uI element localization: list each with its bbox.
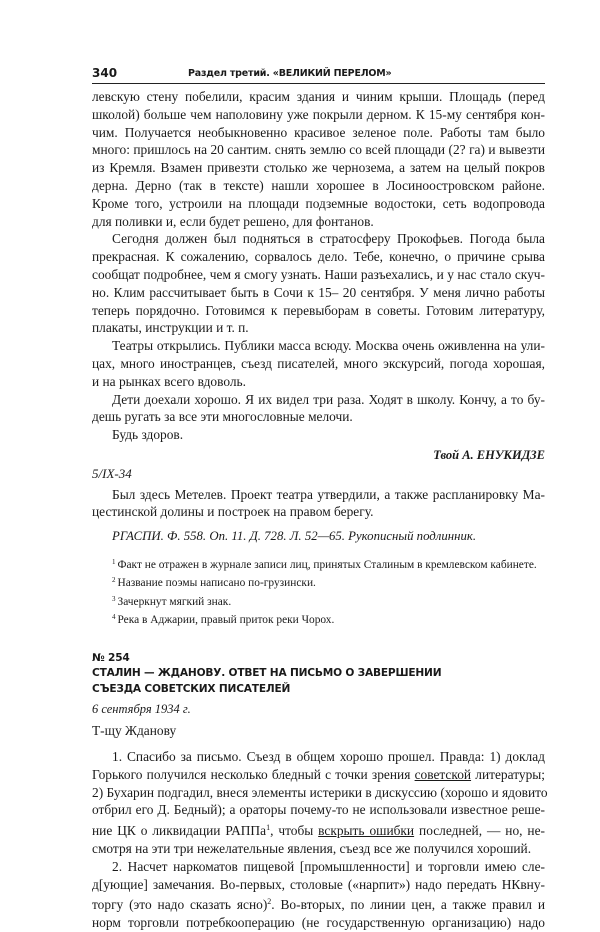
page-number: 340 [92,66,118,80]
footnote-mark: 4 [112,613,116,622]
book-page [92,66,548,932]
footnote-text: Факт не отражен в журнале записи лиц, принятых Сталиным в кремлевском кабинете. [117,558,537,571]
archive-reference: РГАСПИ. Ф. 558. Оп. 11. Д. 728. Л. 52—65. Рукописный подлинник. [112,529,477,544]
text-line: дешь ругать за все эти многословные мелочи. [92,409,353,425]
footnote-text: Зачеркнут мягкий знак. [117,595,232,608]
text-line: Дети доехали хорошо. Я их видел три раза. Ходят в школу. Кончу, а то бу- [112,391,545,407]
addressee: Т-щу Жданову [92,723,177,739]
text-line: норм торговли потребкооперацию (не государственную организацию) надо [92,915,545,931]
footnote [112,555,545,574]
text-line: много: пришлось на 20 сантим. снять землю со всей площади (2? га) и вывезти [92,142,545,158]
footnote-mark: 2 [112,576,116,585]
document-title-line: СЪЕЗДА СОВЕТСКИХ ПИСАТЕЛЕЙ [92,682,291,695]
footnote [112,592,545,611]
text-line: прекрасная. К сожалению, сорвалось дело. Тебе, конечно, о причине срыва [92,249,545,265]
text-line [92,893,545,914]
text-line: для поливки и, если будет решено, для фонтанов. [92,213,374,229]
footnote-ref: 1 [266,823,271,833]
text-run: последней, — но, не- [414,823,545,839]
document-title-line: СТАЛИН — ЖДАНОВУ. ОТВЕТ НА ПИСЬМО О ЗАВЕРШЕНИИ [92,667,442,680]
footnote-mark: 3 [112,594,116,603]
text-line: левскую стену побелили, красим здания и чиним крыши. Площадь (перед [92,89,545,104]
footnote [112,610,545,629]
paragraph-2 [92,230,545,337]
text-line: сообщат подробнее, чем я смогу узнать. Наши разъехались, и у нас стало скуч- [92,266,545,282]
text-line: цестинской долины и построек на правом берегу. [92,504,374,520]
footnote [112,573,545,592]
text-line: но. Клим рассчитывает быть в Сочи к 15– 20 сентября. У меня лично работы [92,284,545,300]
paragraph-1 [92,88,545,230]
text-run: ние ЦК о ликвидации РАППа [92,823,267,839]
text-line: школой) больше чем наполовину уже покрыли дерном. К 15-му сентября кон- [92,106,545,122]
text-run: литературы; [471,766,545,782]
text-line: дерна. Дерно (так в тексте) нашли хорошее в Лосиноостровском районе. [92,177,545,193]
letter-body [92,88,548,932]
text-run: торгу (это надо сказать ясно) [92,897,268,913]
text-line: из Кремля. Взамен привезти столько же чернозема, а затем на целый покров [92,160,545,176]
footnote-text: Река в Аджарии, правый приток реки Чорох. [117,614,335,627]
text-line: 2) Бухарин подгадил, внеся элементы истерики в дискуссию (хорошо и ядовито [92,784,548,800]
text-run: . Во-вторых, по линии цен, а также правил и [271,897,545,913]
footnote-text: Название поэмы написано по-грузински. [117,577,316,590]
doc-paragraph-2 [92,858,545,932]
underlined-text: вскрыть ошибки [318,823,415,839]
footnote-mark: 1 [112,557,116,566]
footnotes [92,555,545,629]
text-line: Сегодня должен был подняться в стратосферу Прокофьев. Погода была [112,231,545,247]
text-line: 2. Насчет наркоматов пищевой [промышленности] и торговли имею сле- [112,858,545,874]
paragraph-3 [92,337,545,390]
page-header [92,66,545,84]
paragraph-4 [92,391,545,427]
text-line: чим. Получается необыкновенно красивое зеленое поле. Работы там было [92,124,545,140]
text-line: плакаты, инструкции и т. п. [92,320,249,336]
text-line: Будь здоров. [112,427,184,443]
doc-paragraph-1 [92,748,548,858]
text-line: д[ующие] замечания. Во-первых, столовые («нарпит») надо передать НКвну- [92,876,545,892]
text-line [92,766,545,784]
signature: Твой А. ЕНУКИДЗЕ [433,447,545,462]
text-run: , чтобы [270,823,319,839]
text-line: смотря на эти три нежелательные явления, съезд все же получился хороший. [92,841,532,856]
underlined-text: советской [414,766,472,782]
document-heading [92,651,545,698]
text-run: Горького получился несколько бледный с точки зрения [92,766,415,782]
text-line: и на рынках всего вдоволь. [92,373,246,389]
document-date: 6 сентября 1934 г. [92,702,191,717]
postscript [92,486,545,522]
footnote-ref: 2 [267,897,272,907]
text-line [92,819,545,840]
text-line: Театры открылись. Публики масса всюду. Москва очень оживленна на ули- [112,338,545,354]
text-line: 1. Спасибо за письмо. Съезд в общем хорошо прошел. Правда: 1) доклад [112,749,545,765]
text-line: цах, много иностранцев, съезд писателей, много экскурсий, погода хорошая, [92,355,545,371]
text-line: теперь порядочно. Готовимся к перевыборам в советы. Готовим литературу, [92,302,545,318]
paragraph-5 [92,426,545,444]
letter-date: 5/IX-34 [92,465,132,481]
running-title: Раздел третий. «ВЕЛИКИЙ ПЕРЕЛОМ» [188,68,392,79]
text-line: Кроме того, устроили на площади подземные водостоки, сеть водопровода [92,195,545,211]
document-number: № 254 [92,651,130,664]
text-line: отбрил его Д. Бедный); а ораторы почему-то не использовали известное реше- [92,802,545,818]
text-line: Был здесь Метелев. Проект театра утвердили, а также распланировку Ма- [112,486,545,502]
